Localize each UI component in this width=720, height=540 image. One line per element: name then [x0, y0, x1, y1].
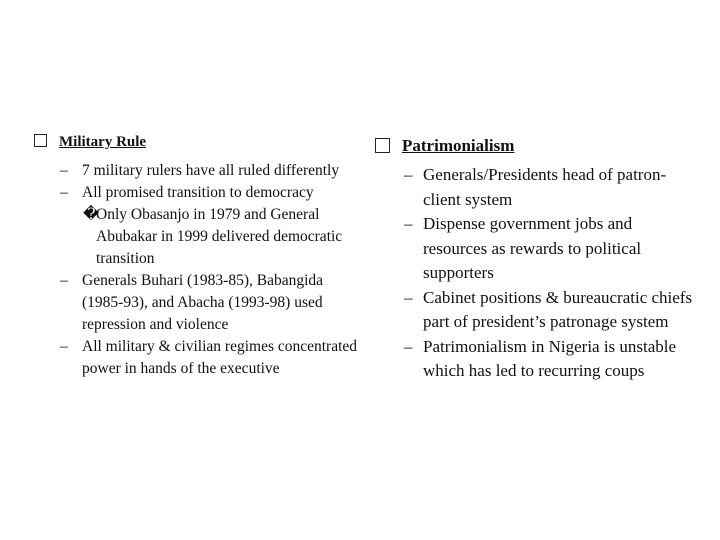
dash-bullet: – — [404, 287, 413, 307]
list-item — [34, 182, 364, 204]
list-item — [34, 336, 364, 380]
left-bullet-list — [34, 160, 364, 380]
left-heading-label: Military Rule — [59, 134, 147, 150]
list-item — [34, 160, 364, 182]
dash-bullet: – — [60, 338, 68, 355]
list-item-text: Patrimonialism in Nigeria is unstable which has led to recurring coups — [423, 336, 677, 380]
list-item — [375, 163, 695, 212]
dash-bullet: – — [404, 336, 413, 356]
list-item — [375, 335, 695, 384]
list-item — [375, 212, 695, 286]
list-item-text: All military & civilian regimes concentrated power in hands of the executive — [82, 338, 358, 377]
list-item-text: Generals/Presidents head of patron-client system — [423, 165, 667, 209]
checkbox-bullet-icon — [375, 138, 390, 153]
right-bullet-list — [375, 163, 695, 384]
list-item-text: Cabinet positions & bureaucratic chiefs part of president’s patronage system — [423, 287, 693, 331]
list-item-text: 7 military rulers have all ruled differently — [82, 162, 340, 179]
dash-bullet: – — [60, 162, 68, 179]
right-heading — [375, 136, 514, 156]
dash-bullet: – — [60, 272, 68, 289]
dash-bullet: – — [404, 214, 413, 233]
left-heading — [34, 134, 146, 151]
list-item-text: Dispense government jobs and resources as rewards to political supporters — [423, 214, 642, 282]
sub-list-item — [34, 204, 364, 270]
right-heading-label: Patrimonialism — [402, 136, 515, 155]
list-item — [375, 286, 695, 335]
checkbox-bullet-icon — [34, 134, 47, 147]
list-item-text: All promised transition to democracy — [82, 184, 314, 201]
list-item-text: Generals Buhari (1983-85), Babangida (1985-93), and Abacha (1993-98) used repression and violence — [82, 272, 324, 333]
missing-glyph-icon: � — [83, 206, 99, 223]
dash-bullet: – — [404, 165, 413, 184]
sub-list-item-text: Only Obasanjo in 1979 and General Abubakar in 1999 delivered democratic transition — [96, 206, 343, 267]
dash-bullet: – — [60, 184, 68, 201]
list-item — [34, 270, 364, 336]
